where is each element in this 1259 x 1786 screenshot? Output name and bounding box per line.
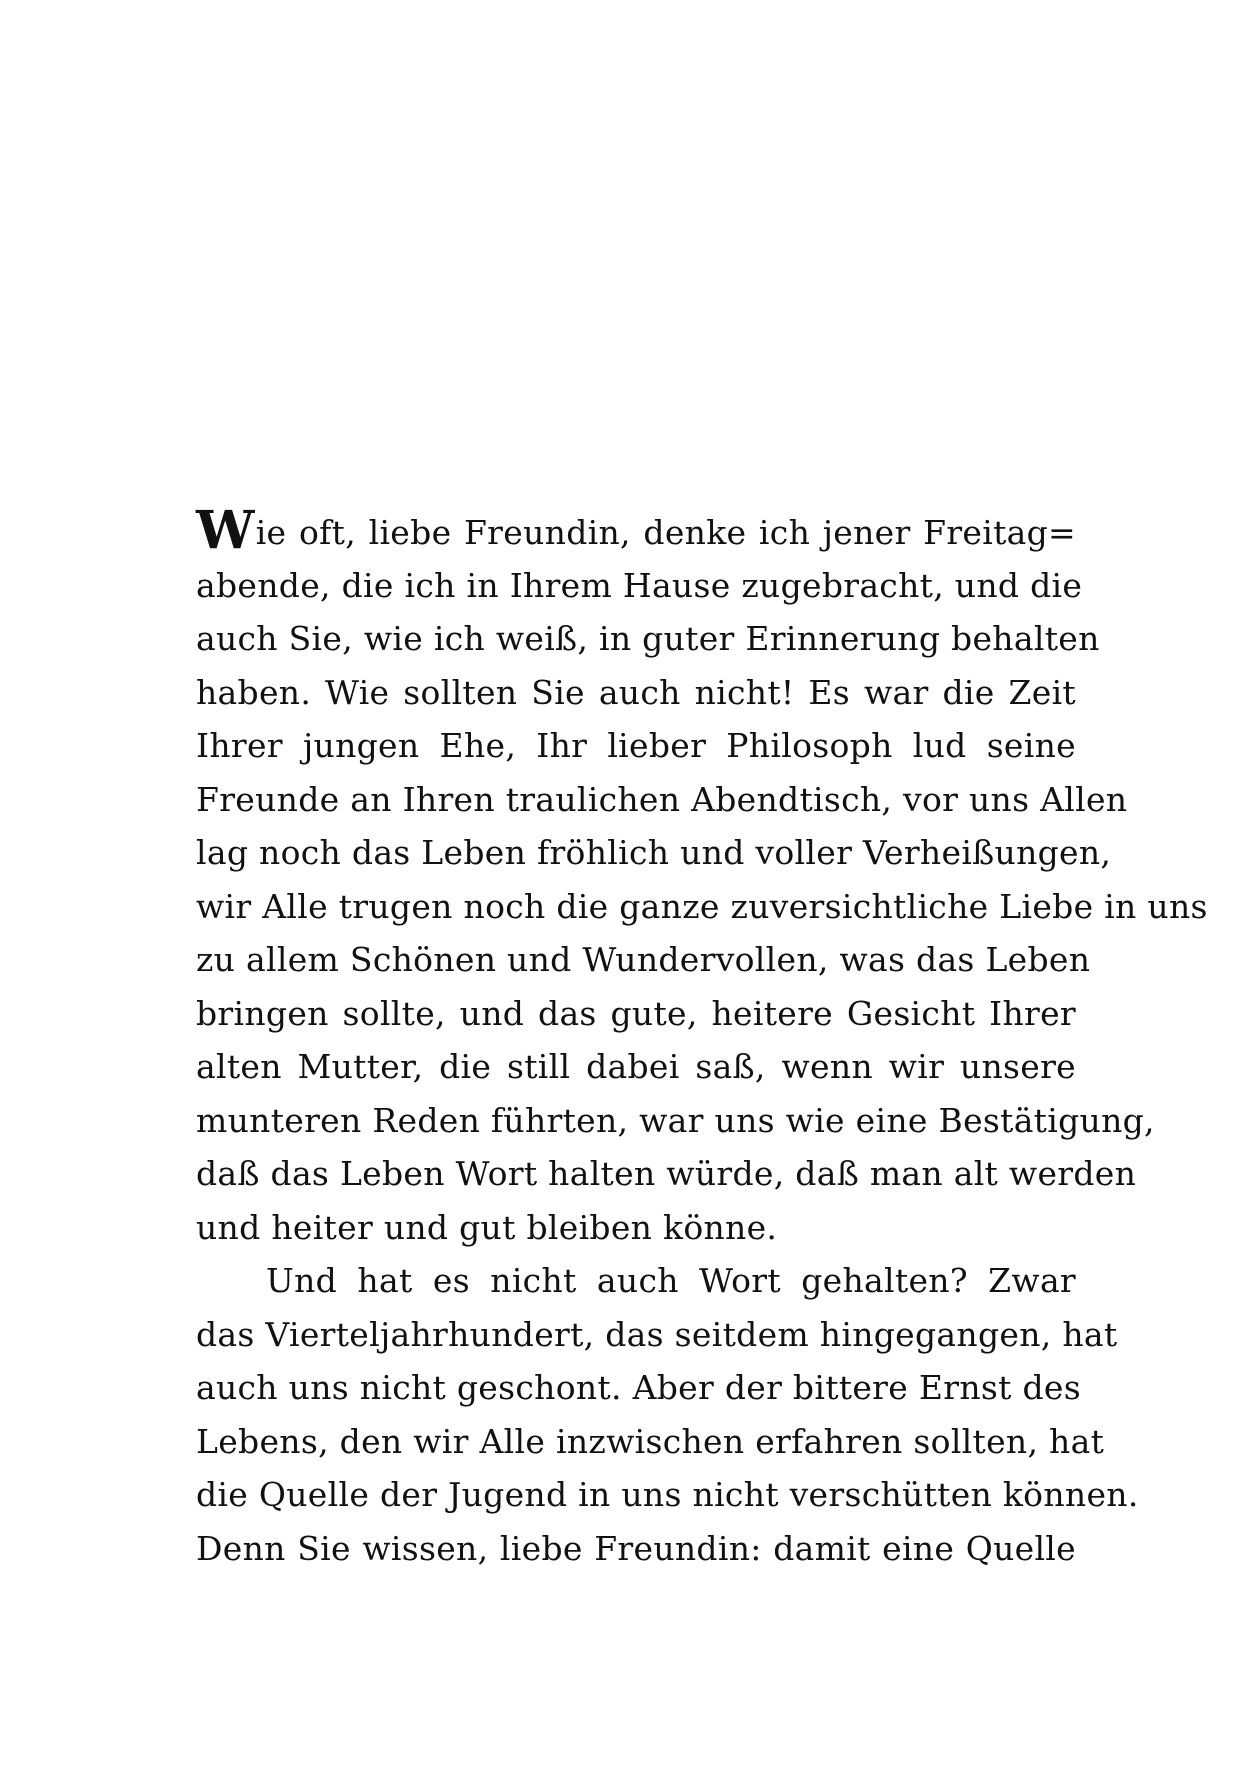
text-line: lag noch das Leben fröhlich und voller Verheißungen, <box>196 833 1112 872</box>
text-line: und heiter und gut bleiben könne. <box>196 1207 778 1247</box>
text-line: auch Sie, wie ich weiß, in guter Erinnerung behalten <box>196 619 1100 658</box>
text-line: Lebens, den wir Alle inzwischen erfahren sollten, hat <box>196 1421 1105 1461</box>
text-line: das Vierteljahrhundert, das seitdem hingegangen, hat <box>196 1314 1118 1354</box>
drop-cap: W <box>196 500 255 561</box>
paragraph-1 <box>196 500 1208 1254</box>
paragraph-2 <box>196 1254 1139 1575</box>
text-line: haben. Wie sollten Sie auch nicht! Es war die Zeit <box>196 672 1076 712</box>
text-line: Freunde an Ihren traulichen Abendtisch, vor uns Allen <box>196 779 1128 819</box>
text-line: munteren Reden führten, war uns wie eine Bestätigung, <box>196 1100 1155 1140</box>
text-line: abende, die ich in Ihrem Hause zugebracht, und die <box>196 565 1083 605</box>
text-line: bringen sollte, und das gute, heitere Gesicht Ihrer <box>196 993 1076 1033</box>
text-line: Denn Sie wissen, liebe Freundin: damit eine Quelle <box>196 1528 1076 1568</box>
text-line: auch uns nicht geschont. Aber der bittere Ernst des <box>196 1368 1081 1407</box>
text-line: Ihrer jungen Ehe, Ihr lieber Philosoph lud seine <box>196 726 1076 765</box>
text-line: die Quelle der Jugend in uns nicht verschütten können. <box>196 1475 1139 1514</box>
text-line: alten Mutter, die still dabei saß, wenn wir unsere <box>196 1047 1076 1086</box>
body-text <box>196 500 1208 1575</box>
text-line: daß das Leben Wort halten würde, daß man alt werden <box>196 1154 1137 1193</box>
text-line: zu allem Schönen und Wundervollen, was das Leben <box>196 940 1091 979</box>
text-line: Und hat es nicht auch Wort gehalten? Zwar <box>266 1261 1076 1300</box>
text-line: wir Alle trugen noch die ganze zuversichtliche Liebe in uns <box>196 886 1208 926</box>
text-line: Wie oft, liebe Freundin, denke ich jener Freitag= <box>196 500 1076 561</box>
